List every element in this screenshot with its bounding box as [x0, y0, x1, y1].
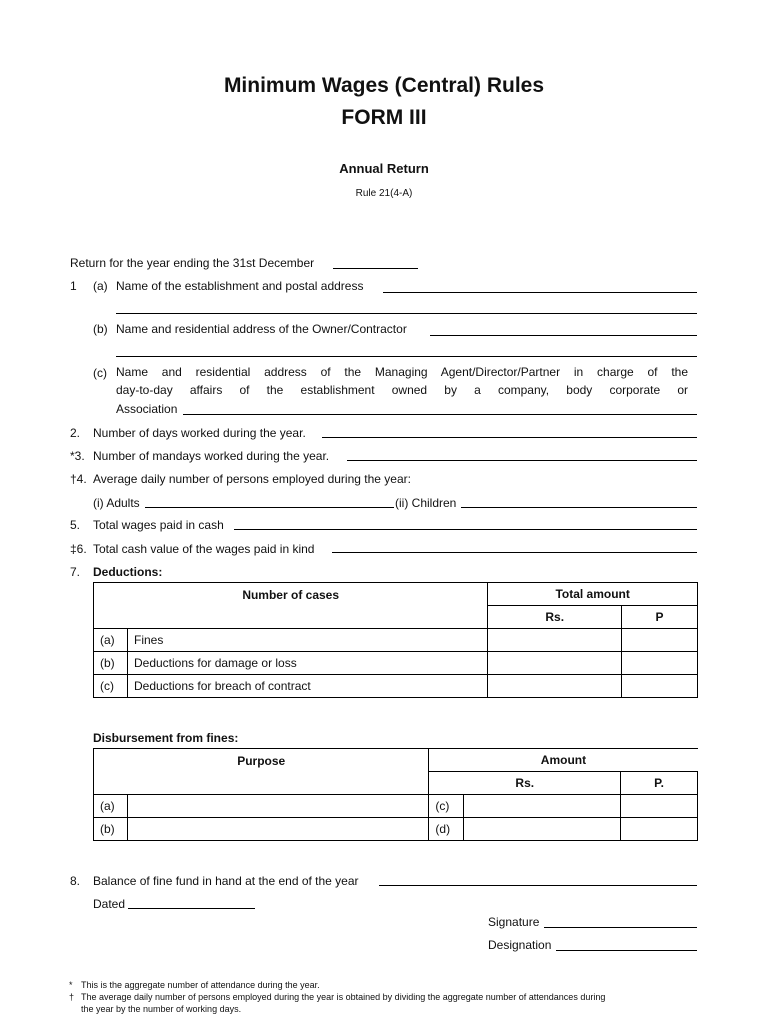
p-cell[interactable]: [622, 629, 698, 652]
establishment-address-blank[interactable]: [383, 292, 697, 293]
col-amount: Amount: [429, 749, 698, 772]
item-1-number: 1: [70, 279, 77, 293]
item-3-number: *3.: [70, 449, 85, 463]
deductions-table: [93, 582, 698, 698]
footnote-2-text-line2: the year by the number of working days.: [81, 1004, 242, 1014]
item-8-number: 8.: [70, 874, 81, 888]
col-rs: Rs.: [429, 772, 621, 795]
dated-label: Dated: [93, 897, 126, 911]
table-row: [94, 795, 698, 818]
item-4-text: Average daily number of persons employed during the year:: [93, 472, 411, 486]
item-5-text: Total wages paid in cash: [93, 518, 224, 532]
form-subtitle: Annual Return: [339, 161, 429, 176]
p-cell[interactable]: [622, 652, 698, 675]
table-row: [94, 629, 698, 652]
designation-label: Designation: [488, 938, 552, 952]
dated-blank[interactable]: [128, 908, 255, 909]
table-row: [94, 818, 698, 841]
table-row: [94, 675, 698, 698]
rs-cell[interactable]: [488, 652, 622, 675]
owner-address-blank[interactable]: [430, 335, 697, 336]
rs-cell[interactable]: [464, 818, 621, 841]
item-1a-label: (a): [93, 279, 108, 293]
item-1c-text-line1: Name and residential address of the Managing Agent/Director/Partner in charge of the: [116, 365, 688, 379]
rs-cell[interactable]: [488, 675, 622, 698]
col-rs: Rs.: [488, 606, 622, 629]
item-1c-label: (c): [93, 366, 107, 380]
row-label: (d): [429, 818, 464, 841]
disbursement-table: [93, 748, 698, 841]
children-label: (ii) Children: [395, 496, 457, 510]
days-worked-blank[interactable]: [322, 437, 697, 438]
cash-wages-blank[interactable]: [234, 529, 697, 530]
item-4-number: †4.: [70, 472, 87, 486]
rs-cell[interactable]: [464, 795, 621, 818]
row-label: (b): [94, 818, 128, 841]
adults-label: (i) Adults: [93, 496, 140, 510]
footnote-2-mark: †: [69, 992, 75, 1002]
footnote-1-text: This is the aggregate number of attendance during the year.: [81, 980, 320, 990]
col-number-of-cases: Number of cases: [94, 583, 488, 629]
designation-blank[interactable]: [556, 950, 697, 951]
item-6-text: Total cash value of the wages paid in kind: [93, 542, 315, 556]
adults-blank[interactable]: [145, 507, 394, 508]
row-text: Deductions for damage or loss: [127, 652, 487, 675]
disbursement-heading: Disbursement from fines:: [93, 731, 239, 745]
signature-blank[interactable]: [544, 927, 697, 928]
rs-cell[interactable]: [488, 629, 622, 652]
row-label: (b): [94, 652, 128, 675]
item-5-number: 5.: [70, 518, 81, 532]
signature-label: Signature: [488, 915, 540, 929]
item-1a-text: Name of the establishment and postal address: [116, 279, 364, 293]
p-cell[interactable]: [621, 795, 698, 818]
item-1c-text-line3: Association: [116, 402, 178, 416]
children-blank[interactable]: [461, 507, 697, 508]
col-total-amount: Total amount: [488, 583, 698, 606]
deductions-heading: Deductions:: [93, 565, 163, 579]
document-title: Minimum Wages (Central) Rules: [223, 74, 545, 97]
item-1c-text-line2: day-to-day affairs of the establishment owned by a company, body corporate or: [116, 383, 688, 397]
item-2-text: Number of days worked during the year.: [93, 426, 306, 440]
col-purpose: Purpose: [94, 749, 429, 795]
row-text: Fines: [127, 629, 487, 652]
mandays-worked-blank[interactable]: [347, 460, 697, 461]
managing-agent-blank[interactable]: [183, 414, 697, 415]
fine-fund-blank[interactable]: [379, 885, 697, 886]
purpose-cell[interactable]: [127, 818, 428, 841]
form-number: FORM III: [341, 106, 427, 129]
establishment-address-blank-2[interactable]: [116, 313, 697, 314]
col-p: P.: [621, 772, 698, 795]
item-7-number: 7.: [70, 565, 81, 579]
item-6-number: ‡6.: [70, 542, 87, 556]
row-text: Deductions for breach of contract: [127, 675, 487, 698]
item-3-text: Number of mandays worked during the year.: [93, 449, 330, 463]
rule-reference: Rule 21(4-A): [355, 188, 413, 199]
footnote-2-text-line1: The average daily number of persons employed during the year is obtained by dividing the aggregate number of attendances during: [81, 992, 606, 1002]
kind-wages-blank[interactable]: [332, 552, 697, 553]
row-label: (a): [94, 795, 128, 818]
item-1b-text: Name and residential address of the Owner/Contractor: [116, 322, 407, 336]
return-year-label: Return for the year ending the 31st December: [70, 256, 315, 270]
p-cell[interactable]: [621, 818, 698, 841]
return-year-blank[interactable]: [333, 268, 418, 269]
row-label: (c): [429, 795, 464, 818]
row-label: (c): [94, 675, 128, 698]
item-2-number: 2.: [70, 426, 81, 440]
purpose-cell[interactable]: [127, 795, 428, 818]
footnote-1-mark: *: [69, 980, 73, 990]
item-1b-label: (b): [93, 322, 108, 336]
table-row: [94, 652, 698, 675]
item-8-text: Balance of fine fund in hand at the end of the year: [93, 874, 359, 888]
p-cell[interactable]: [622, 675, 698, 698]
row-label: (a): [94, 629, 128, 652]
owner-address-blank-2[interactable]: [116, 356, 697, 357]
col-p: P: [622, 606, 698, 629]
